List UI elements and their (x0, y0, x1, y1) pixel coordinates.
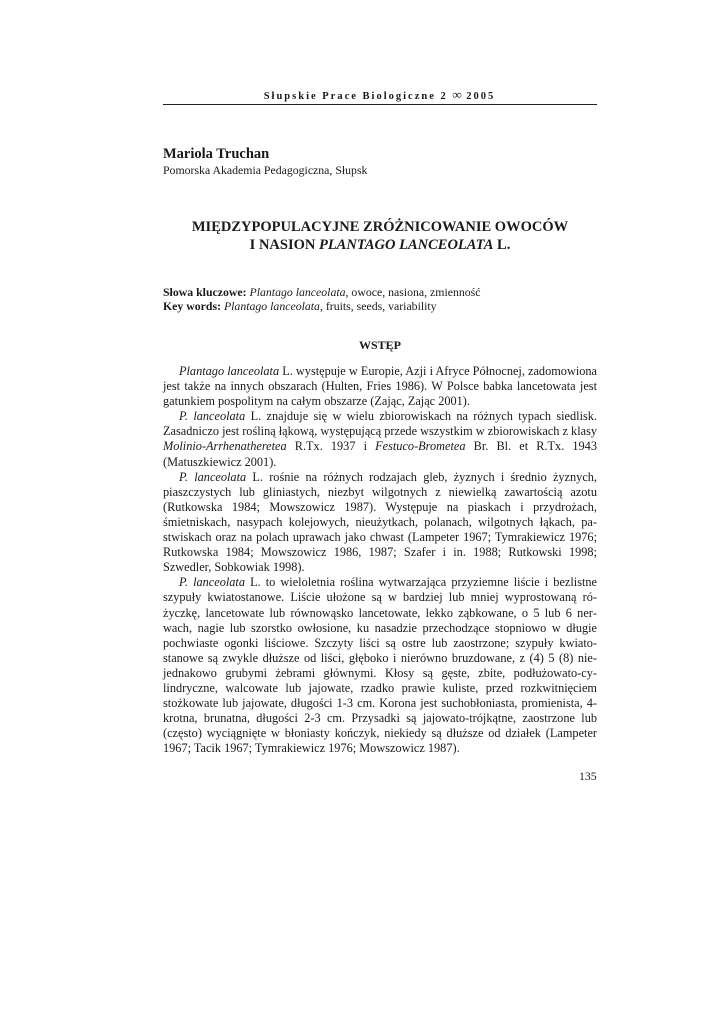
keywords-en-label: Key words: (163, 298, 221, 313)
keywords-pl-label: Słowa kluczowe: (163, 285, 247, 299)
journal-year: 2005 (466, 91, 496, 102)
journal-name: Słupskie Prace Biologiczne 2 (263, 91, 448, 102)
paragraph-3 (163, 470, 597, 576)
paragraph-text: L. rośnie na różnych rodzajach gleb, żyznych i średnio żyznych, piaszczystych lub gliniastych, niezbyt wilgotnych z niewielką zawartością azotu (Rutkowska 1984; Mowszowicz 1987). Występuje na piaskach i przydrożach, śmietniskach, nasypach kolejowych, nieużytkach, polanach, wilgotnych łąkach, pastwiskach oraz na polach uprawach jako chwast (Lampeter 1967; Tymrakiewicz 1976; Rutkowska 1984; Mowszowicz 1986, 1987; Szafer i in. 1988; Rutkowski 1998; Szwedler, Sobkowiak 1998). (163, 469, 597, 575)
page-number: 135 (579, 769, 597, 783)
species-name: P. lanceolata (179, 469, 247, 484)
section-heading: WSTĘP (358, 338, 401, 352)
keywords-pl-species: Plantago lanceolata (249, 285, 346, 299)
syntaxon-name: Molinio-Arrhenatheretea (163, 439, 287, 454)
body-text (163, 364, 597, 756)
paragraph-1 (163, 364, 597, 409)
paragraph-text: L. występuje w Europie, Azji i Afryce Północnej, zadomowiona jest także na innych obszarach (Hulten, Fries 1986). W Polsce babka lancetowata jest gatunkiem pospolitym na całym obszarze (Zając, Zając 2001). (163, 364, 597, 409)
title-line-2-prefix: I NASION (249, 236, 319, 253)
keywords-en (163, 300, 597, 314)
species-name: P. lanceolata (179, 575, 245, 590)
species-name: P. lanceolata (179, 409, 246, 424)
author-name: Mariola Truchan (163, 146, 270, 162)
paragraph-2 (163, 409, 597, 469)
paragraph-text: L. to wieloletnia roślina wytwarzająca przyziemne liście i bezlistne szypuły kwiatostanowe. Liście ułożone są w bardziej lub mniej wyprostowaną różyczkę, lancetowate lub równowąsko lancetowate, lekko ząbkowane, o 5 lub 6 nerwach, nagie lub szorstko owłosione, ku nasadzie przechodzące stopniowo w długie pochwiaste ogonki liściowe. Szczyty liści są ostre lub zaostrzone; szypuły kwiatostanowe są zwykle dłuższe od liści, głęboko i nierówno bruzdowane, z (4) 5 (8) niejednakowo grubymi żebrami głównymi. Kłosy są gęste, zbite, podłużowato-cylindryczne, walcowate lub jajowate, rzadko prawie kuliste, przed rozkwitnięciem stożkowate lub jajowate, długości 1-3 cm. Korona jest suchobłoniasta, promienista, 4-krotna, brunatna, długości 2-3 cm. Przysadki są jajowato-trójkątne, zaostrzone lub (często) wyciągnięte w błoniasty kończyk, niekiedy są dłuższe od działek (Lampeter 1967; Tacik 1967; Tymrakiewicz 1976; Mowszowicz 1987). (163, 575, 598, 756)
paragraph-text: R.Tx. 1937 i (286, 439, 376, 454)
keywords-en-rest: , fruits, seeds, variability (319, 298, 437, 313)
paragraph-text: L. znajduje się w wielu zbiorowiskach na różnych typach siedlisk. Zasadniczo jest rośliną łąkową, występującą przede wszystkim w zbiorowiskach z klasy (163, 409, 598, 439)
running-head (163, 87, 596, 103)
title-line-1: MIĘDZYPOPULACYJNE ZRÓŻNICOWANIE OWOCÓW (191, 219, 569, 235)
article-title (163, 219, 597, 254)
keywords-pl-rest: , owoce, nasiona, zmienność (345, 285, 481, 299)
keywords-block (163, 286, 597, 313)
title-line-2-suffix: L. (493, 236, 511, 253)
title-species: PLANTAGO LANCEOLATA (318, 236, 494, 253)
keywords-pl (163, 286, 597, 300)
keywords-en-species: Plantago lanceolata (223, 298, 320, 313)
infinity-symbol: ∞ (452, 87, 462, 102)
author-affiliation: Pomorska Akademia Pedagogiczna, Słupsk (163, 163, 368, 177)
paragraph-text: Br. Bl. et R.Tx. 1943 (Matuszkiewicz 2001). (163, 439, 597, 469)
paragraph-4 (163, 575, 597, 756)
syntaxon-name: Festuco-Brometea (375, 439, 466, 454)
header-rule (163, 104, 597, 105)
title-line-2 (163, 237, 597, 255)
species-name: Plantago lanceolata (179, 364, 280, 378)
